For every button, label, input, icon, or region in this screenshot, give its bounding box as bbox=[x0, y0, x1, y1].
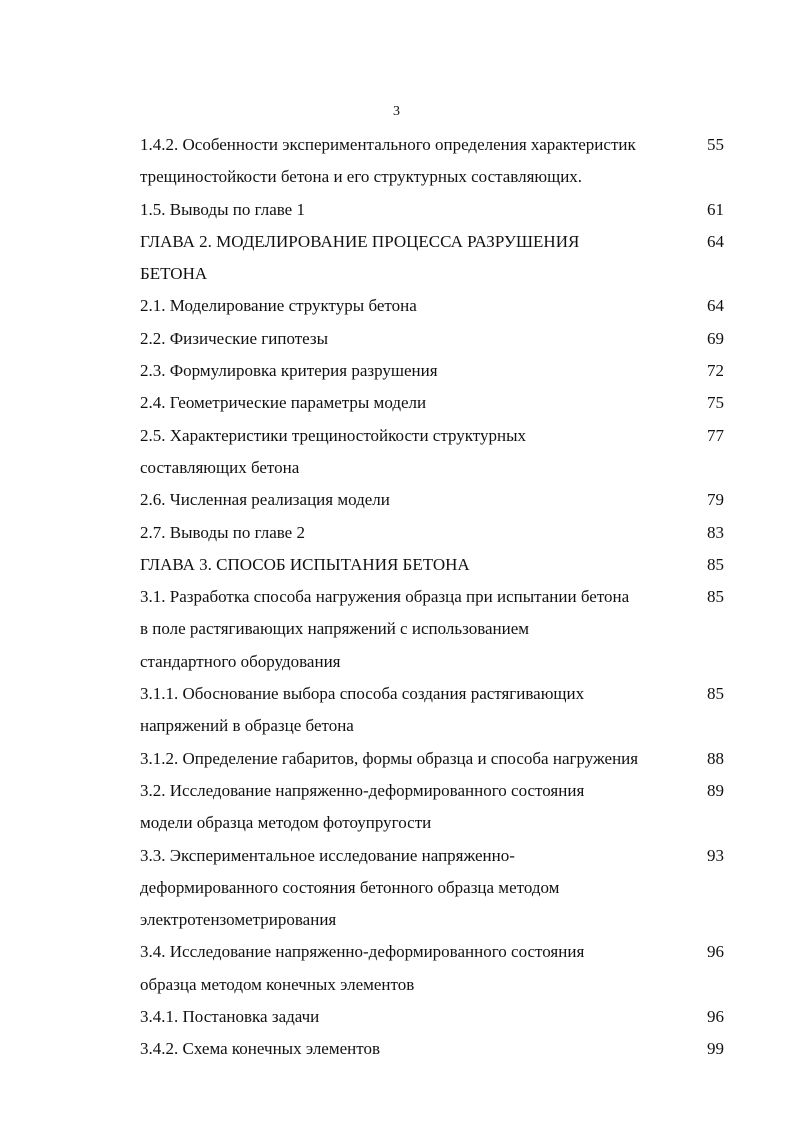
toc-entry-page: 77 bbox=[707, 425, 724, 445]
toc-entry-title: ГЛАВА 3. СПОСОБ ИСПЫТАНИЯ БЕТОНА bbox=[140, 554, 470, 574]
toc-entry bbox=[140, 484, 730, 516]
toc-entry bbox=[140, 226, 730, 291]
toc-entry-page: 99 bbox=[707, 1039, 724, 1059]
toc-entry-title: 2.6. Численная реализация модели bbox=[140, 490, 390, 510]
toc-entry-page: 88 bbox=[707, 748, 724, 768]
table-of-contents bbox=[140, 129, 730, 1066]
toc-entry-page: 72 bbox=[707, 361, 724, 381]
toc-entry-page: 85 bbox=[707, 554, 724, 574]
toc-entry-page: 96 bbox=[707, 942, 724, 962]
toc-entry-page: 83 bbox=[707, 522, 724, 542]
toc-entry bbox=[140, 1033, 730, 1065]
toc-entry-page: 64 bbox=[707, 296, 724, 316]
toc-entry-title: 3.1.2. Определение габаритов, формы образца и способа нагружения bbox=[140, 748, 639, 768]
toc-entry-page: 61 bbox=[707, 199, 724, 219]
toc-entry-title: 2.7. Выводы по главе 2 bbox=[140, 522, 305, 542]
toc-entry-title: 3.1.1. Обоснование выбора способа создания растягивающих напряжений в образце бетона bbox=[140, 684, 585, 736]
toc-entry-page: 96 bbox=[707, 1007, 724, 1027]
toc-entry bbox=[140, 290, 730, 322]
toc-entry bbox=[140, 194, 730, 226]
toc-entry-title: 2.3. Формулировка критерия разрушения bbox=[140, 361, 438, 381]
toc-entry bbox=[140, 129, 730, 194]
toc-entry-page: 75 bbox=[707, 393, 724, 413]
toc-entry bbox=[140, 1001, 730, 1033]
toc-entry bbox=[140, 840, 730, 937]
toc-entry-title: 1.5. Выводы по главе 1 bbox=[140, 199, 305, 219]
toc-entry-title: 3.4.1. Постановка задачи bbox=[140, 1007, 320, 1027]
toc-entry-title: 2.1. Моделирование структуры бетона bbox=[140, 296, 417, 316]
toc-entry-page: 64 bbox=[707, 231, 724, 251]
toc-entry bbox=[140, 678, 730, 743]
toc-entry bbox=[140, 517, 730, 549]
toc-entry bbox=[140, 387, 730, 419]
toc-entry-page: 89 bbox=[707, 780, 724, 800]
toc-entry bbox=[140, 323, 730, 355]
toc-entry bbox=[140, 936, 730, 1001]
toc-entry-page: 85 bbox=[707, 587, 724, 607]
toc-entry bbox=[140, 549, 730, 581]
toc-entry-title: 1.4.2. Особенности экспериментального определения характеристик трещиностойкости бетона и его структурных составляющих. bbox=[140, 135, 636, 187]
toc-entry-title: 2.5. Характеристики трещиностойкости структурных составляющих бетона bbox=[140, 425, 527, 477]
toc-entry-title: 3.2. Исследование напряженно-деформированного состояния модели образца методом фотоупругости bbox=[140, 780, 585, 833]
toc-entry-title: 3.3. Экспериментальное исследование напряженно- деформированного состояния бетонного образца методом электротензометрирования bbox=[140, 845, 560, 930]
toc-entry-page: 93 bbox=[707, 845, 724, 865]
toc-entry-title: 2.4. Геометрические параметры модели bbox=[140, 393, 427, 413]
toc-entry-title: 2.2. Физические гипотезы bbox=[140, 328, 329, 348]
toc-entry bbox=[140, 743, 730, 775]
toc-entry bbox=[140, 420, 730, 485]
toc-entry-title: 3.1. Разработка способа нагружения образца при испытании бетона в поле растягивающих напряжений с использованием стандартного оборудования bbox=[140, 587, 630, 671]
toc-entry bbox=[140, 355, 730, 387]
toc-entry bbox=[140, 581, 730, 678]
toc-entry-page: 55 bbox=[707, 135, 724, 154]
page-number: 3 bbox=[393, 104, 400, 119]
toc-entry-page: 85 bbox=[707, 684, 724, 704]
toc-entry-title: 3.4. Исследование напряженно-деформированного состояния образца методом конечных элементов bbox=[140, 942, 585, 994]
toc-entry-page: 79 bbox=[707, 490, 724, 510]
toc-entry-title: ГЛАВА 2. МОДЕЛИРОВАНИЕ ПРОЦЕССА РАЗРУШЕНИЯ БЕТОНА bbox=[140, 231, 580, 284]
toc-entry-title: 3.4.2. Схема конечных элементов bbox=[140, 1039, 380, 1059]
toc-entry-page: 69 bbox=[707, 328, 724, 348]
toc-entry bbox=[140, 775, 730, 840]
